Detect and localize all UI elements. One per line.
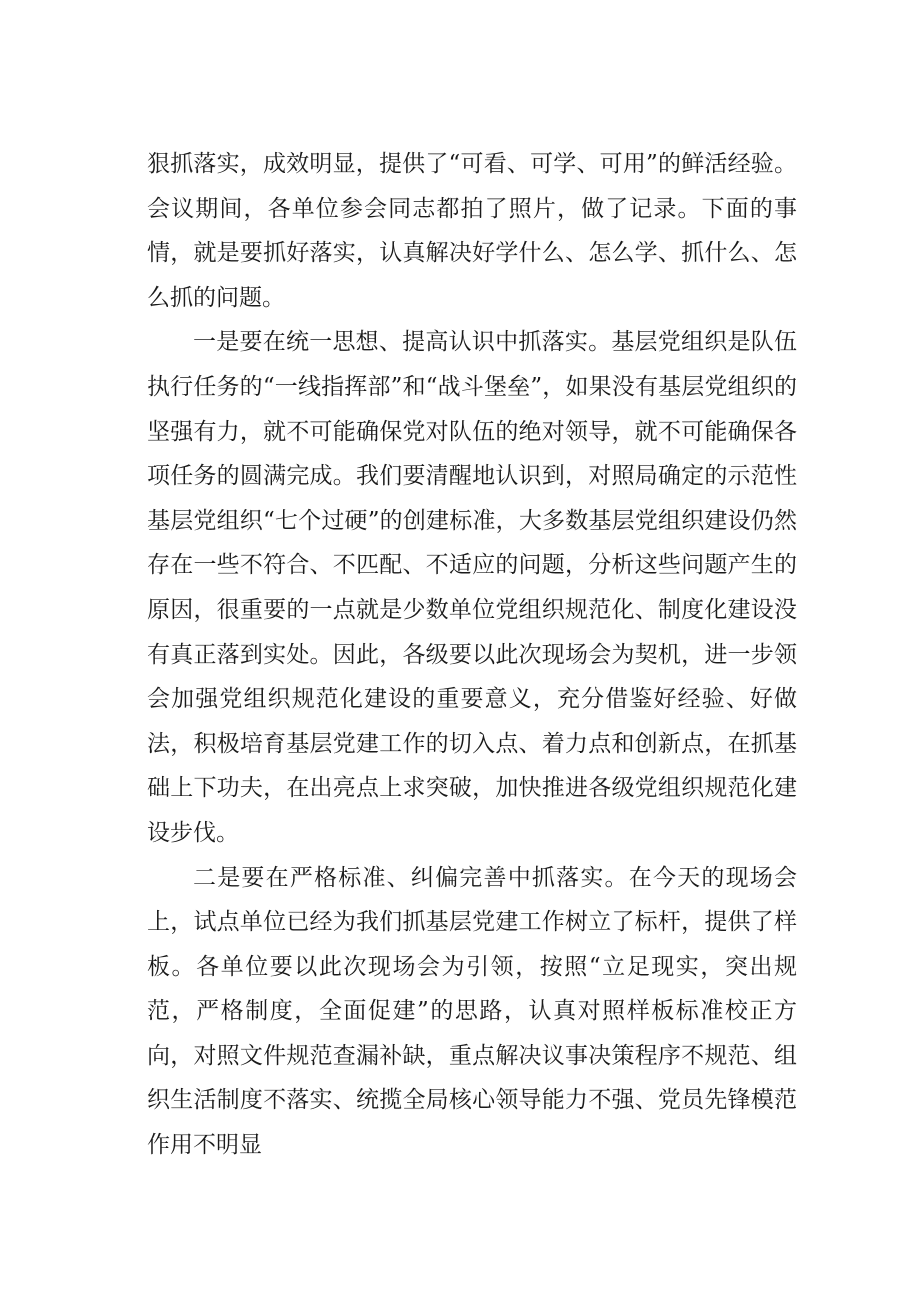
document-body <box>147 142 797 1168</box>
paragraph-point-one: 一是要在统一思想、提高认识中抓落实。基层党组织是队伍执行任务的“一线指挥部”和“战斗堡垒”，如果没有基层党组织的坚强有力，就不可能确保党对队伍的绝对领导，就不可能确保各项任务的圆满完成。我们要清醒地认识到，对照局确定的示范性基层党组织“七个过硬”的创建标准，大多数基层党组织建设仍然存在一些不符合、不匹配、不适应的问题，分析这些问题产生的原因，很重要的一点就是少数单位党组织规范化、制度化建设没有真正落到实处。因此，各级要以此次现场会为契机，进一步领会加强党组织规范化建设的重要意义，充分借鉴好经验、好做法，积极培育基层党建工作的切入点、着力点和创新点，在抓基础上下功夫，在出亮点上求突破，加快推进各级党组织规范化建设步伐。 <box>147 329 797 846</box>
paragraph-point-two: 二是要在严格标准、纠偏完善中抓落实。在今天的现场会上，试点单位已经为我们抓基层党建工作树立了标杆，提供了样板。各单位要以此次现场会为引领，按照“立足现实，突出规范，严格制度，全面促建”的思路，认真对照样板标准校正方向，对照文件规范查漏补缺，重点解决议事决策程序不规范、组织生活制度不落实、统揽全局核心领导能力不强、党员先锋模范作用不明显 <box>147 864 797 1159</box>
paragraph-continuation: 狠抓落实，成效明显，提供了“可看、可学、可用”的鲜活经验。会议期间，各单位参会同志都拍了照片，做了记录。下面的事情，就是要抓好落实，认真解决好学什么、怎么学、抓什么、怎么抓的问题。 <box>147 151 797 311</box>
